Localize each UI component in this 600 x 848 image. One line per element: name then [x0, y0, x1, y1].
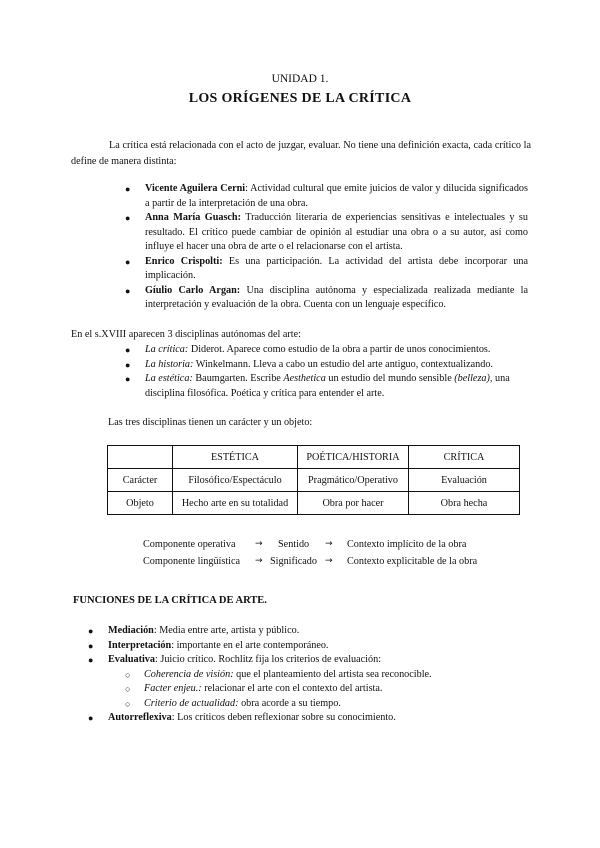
- component-name: Componente operativa: [143, 539, 236, 550]
- component-row: [140, 553, 540, 570]
- list-item: ● La historia: Winkelmann. Lleva a cabo un estudio del arte antiguo, contextualizando.: [145, 358, 530, 373]
- bullet-icon: ●: [88, 626, 94, 636]
- author-definition: Es una participación. La actividad del artista debe incorporar una implicación.: [145, 255, 529, 281]
- circle-bullet-icon: ○: [125, 684, 131, 694]
- function-name: Autorreflexiva: [108, 712, 172, 723]
- list-item: ● Autorreflexiva: Los críticos deben reflexionar sobre su conocimiento.: [108, 711, 538, 726]
- disciplines-table: [107, 445, 520, 515]
- discipline-name: La historia:: [145, 358, 194, 370]
- list-item: [125, 284, 528, 313]
- bullet-icon: ●: [88, 655, 94, 665]
- component-meaning: Significado: [270, 556, 317, 567]
- author-definition: Una disciplina autónoma y especializada realizada mediante la interpretación y evaluación de la obra. Cuenta con un lenguaje específico.: [145, 284, 528, 310]
- component-meaning: Sentido: [278, 539, 310, 550]
- table-intro: Las tres disciplinas tienen un carácter y un objeto:: [108, 417, 313, 428]
- author-name: Anna María Guasch:: [145, 212, 241, 223]
- circle-bullet-icon: ○: [125, 698, 131, 709]
- criterion-name: Facter enjeu.:: [144, 683, 202, 694]
- component-name: Componente lingüística: [143, 556, 241, 567]
- functions-list: [88, 624, 538, 726]
- arrow-right-icon: →: [255, 556, 263, 566]
- table-cell: Evaluación: [409, 469, 520, 492]
- list-item: ● La crítica: Diderot. Aparece como estudio de la obra a partir de unos conocimientos.: [145, 343, 530, 358]
- author-definition: Traducción literaria de experiencias sensitivas e intelectuales y su resultado. El crítico puede cambiar de opinión al estudiar una obra o a su autor, así como influye el hacer una obra de arte o el relacionarse con el artista.: [145, 212, 528, 252]
- list-item: ● Evaluativa: Juicio crítico. Rochlitz fija los criterios de evaluación: ○ Coherencia de visión: que el planteamiento del artista sea reconocible. ○ Facter enjeu.: relacionar el arte con el contexto del artista. ○ Criterio de actualidad: obra acorde a su tiempo.: [108, 653, 538, 711]
- bullet-icon: ●: [125, 285, 131, 296]
- page-title: LOS ORÍGENES DE LA CRÍTICA: [188, 91, 412, 106]
- bullet-icon: ●: [125, 374, 131, 384]
- authors-list: [125, 182, 529, 313]
- bullet-icon: ●: [88, 713, 94, 723]
- table-row: [108, 492, 520, 515]
- arrow-right-icon: →: [325, 556, 333, 566]
- s18-intro: En el s.XVIII aparecen 3 disciplinas autónomas del arte:: [71, 329, 301, 340]
- list-item: ● Vicente Aguilera Cerni: Actividad cultural que emite juicios de valor y dilucida significados a partir de la interpretación de una obra.: [125, 183, 528, 209]
- function-name: Evaluativa: [108, 654, 155, 665]
- bullet-icon: ●: [125, 213, 131, 223]
- list-item: [125, 211, 528, 255]
- function-name: Interpretación: [108, 639, 172, 651]
- list-item: ○ Facter enjeu.: relacionar el arte con el contexto del artista.: [144, 682, 538, 697]
- table-row: [108, 469, 520, 492]
- list-item: ● Interpretación: importante en el arte contemporáneo.: [108, 639, 538, 654]
- criteria-list: [108, 668, 538, 712]
- table-header: CRÍTICA: [409, 446, 520, 469]
- table-header: ESTÉTICA: [173, 446, 298, 469]
- discipline-name: La crítica:: [145, 344, 189, 355]
- criterion-name: Coherencia de visión:: [144, 668, 234, 680]
- list-item: ● Mediación: Media entre arte, artista y público.: [108, 624, 538, 639]
- bullet-icon: ●: [125, 256, 131, 267]
- work-title: Aesthetica: [283, 373, 326, 384]
- author-name: Enrico Crispolti:: [145, 255, 223, 267]
- intro-paragraph: La crítica está relacionada con el acto de juzgar, evaluar. No tiene una definición exacta, cada crítico la define de manera distinta:: [71, 140, 531, 167]
- component-context: Contexto implícito de la obra: [347, 539, 467, 550]
- arrow-right-icon: →: [255, 539, 263, 549]
- components-block: [140, 536, 540, 570]
- table-cell: Pragmático/Operativo: [298, 469, 409, 492]
- bullet-icon: ●: [125, 359, 131, 370]
- discipline-name: La estética:: [145, 373, 193, 384]
- row-label: Objeto: [108, 492, 173, 515]
- arrow-right-icon: →: [325, 539, 333, 549]
- function-name: Mediación: [108, 625, 154, 636]
- list-item: ● La estética: Baumgarten. Escribe Aesthetica un estudio del mundo sensible (belleza), una disciplina filosófica. Poética y crítica para entender el arte.: [125, 373, 510, 399]
- table-cell: Filosófico/Espectáculo: [173, 469, 298, 492]
- table-header-row: [108, 446, 520, 469]
- component-context: Contexto explicitable de la obra: [347, 556, 478, 567]
- author-name: Vicente Aguilera Cerni: [145, 183, 246, 194]
- table-cell: Hecho arte en su totalidad: [173, 492, 298, 515]
- author-definition: Actividad cultural que emite juicios de valor y dilucida significados a partir de la interpretación de una obra.: [145, 183, 528, 209]
- bullet-icon: ●: [125, 345, 131, 355]
- table-cell: [108, 446, 173, 469]
- circle-bullet-icon: ○: [125, 669, 131, 680]
- disciplines-list: [125, 343, 530, 401]
- bullet-icon: ●: [125, 184, 131, 194]
- table-cell: Obra hecha: [409, 492, 520, 515]
- row-label: Carácter: [108, 469, 173, 492]
- bullet-icon: ●: [88, 640, 94, 651]
- section-heading: FUNCIONES DE LA CRÍTICA DE ARTE.: [73, 595, 267, 606]
- table-header: POÉTICA/HISTORIA: [298, 446, 409, 469]
- unit-label: UNIDAD 1.: [271, 73, 329, 85]
- component-row: [140, 536, 540, 553]
- criterion-name: Criterio de actualidad:: [144, 697, 239, 709]
- author-name: Gíulio Carlo Argan:: [145, 284, 241, 296]
- table-cell: Obra por hacer: [298, 492, 409, 515]
- list-item: ○ Criterio de actualidad: obra acorde a su tiempo.: [144, 697, 538, 712]
- list-item: [125, 255, 529, 284]
- list-item: ○ Coherencia de visión: que el planteamiento del artista sea reconocible.: [144, 668, 538, 683]
